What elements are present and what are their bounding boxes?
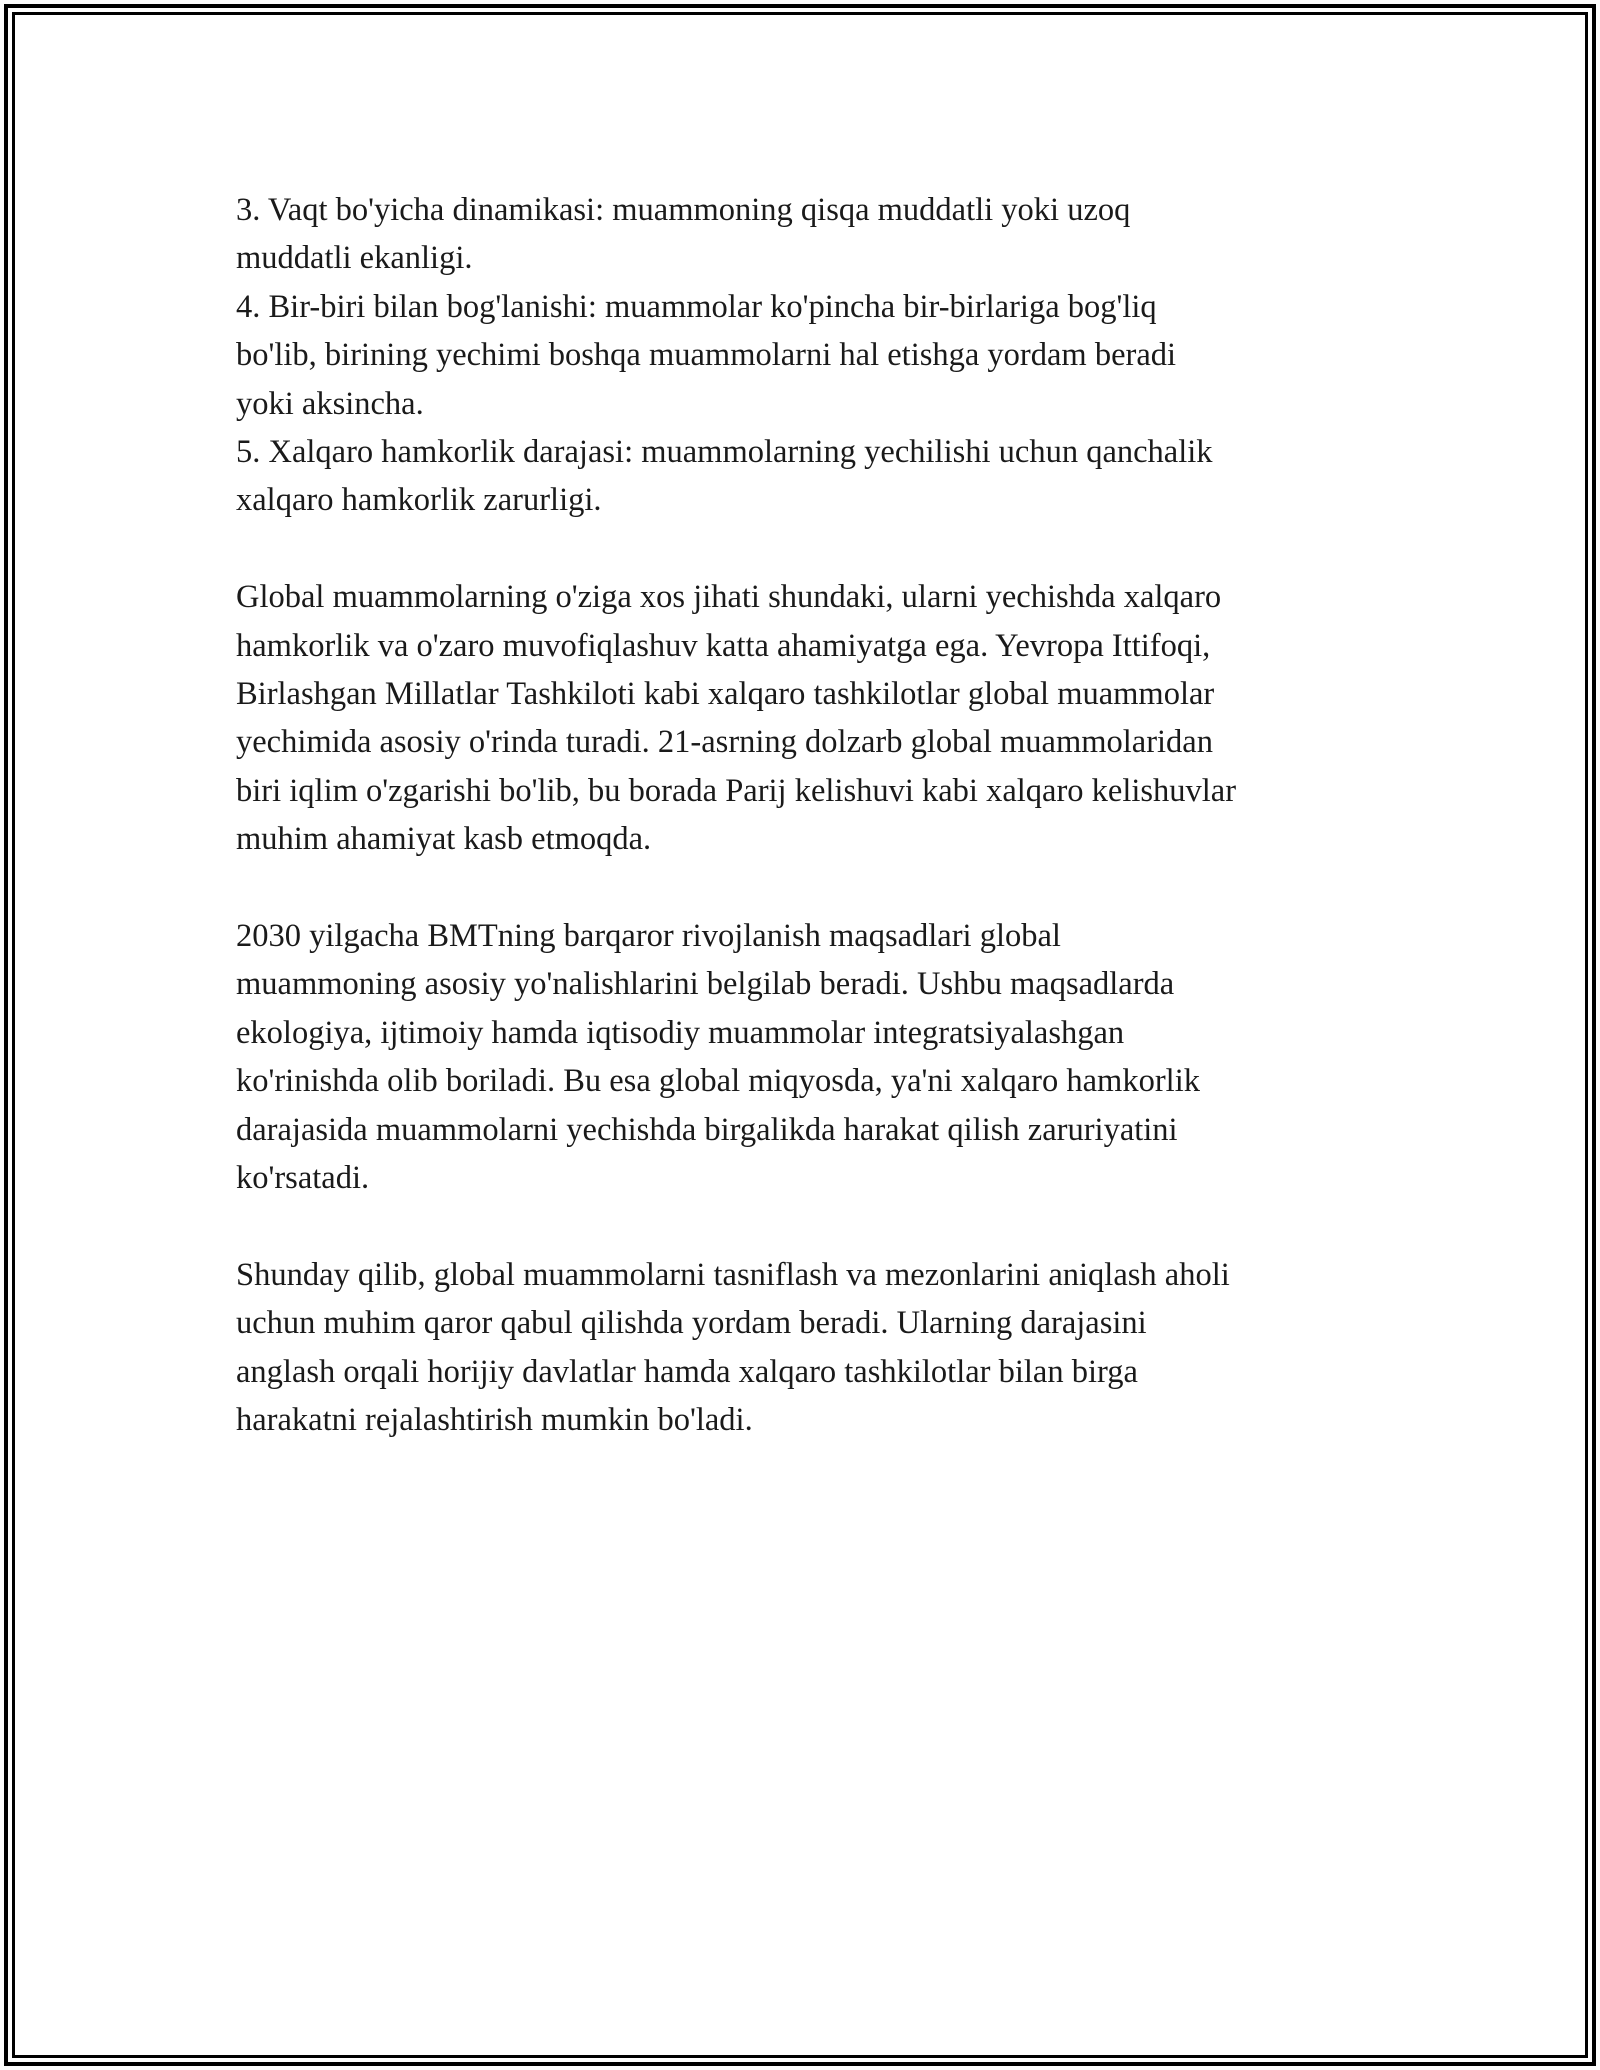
text-line: yoki aksincha. (236, 385, 424, 422)
text-line: 3. Vaqt bo'yicha dinamikasi: muammoning qisqa muddatli yoki uzoq (236, 192, 1131, 228)
text-line: darajasida muammolarni yechishda birgalikda harakat qilish zaruriyatini (236, 1111, 1178, 1148)
text-line: 4. Bir-biri bilan bog'lanishi: muammolar ko'pincha bir-birlariga bog'liq (236, 288, 1157, 325)
text-line: xalqaro hamkorlik zarurligi. (236, 482, 602, 519)
text-line: biri iqlim o'zgarishi bo'lib, bu borada Parij kelishuvi kabi xalqaro kelishuvlar (236, 772, 1237, 809)
text-line: harakatni rejalashtirish mumkin bo'ladi. (236, 1402, 753, 1439)
text-line: muddatli ekanligi. (236, 240, 473, 277)
text-line: Birlashgan Millatlar Tashkiloti kabi xalqaro tashkilotlar global muammolar (236, 676, 1215, 713)
text-line: Shunday qilib, global muammolarni tasniflash va mezonlarini aniqlash aholi (236, 1256, 1230, 1293)
text-line: ekologiya, ijtimoiy hamda iqtisodiy muammolar integratsiyalashgan (236, 1014, 1125, 1051)
text-line: hamkorlik va o'zaro muvofiqlashuv katta ahamiyatga ega. Yevropa Ittifoqi, (236, 627, 1211, 664)
text-line: ko'rsatadi. (236, 1160, 370, 1197)
sustainable-development-paragraph (236, 912, 1386, 1202)
conclusion-paragraph (236, 1251, 1386, 1445)
document-body (236, 186, 1386, 1445)
criteria-list-paragraph (236, 186, 1386, 525)
text-line: 5. Xalqaro hamkorlik darajasi: muammolarning yechilishi uchun qanchalik (236, 434, 1213, 471)
text-line: yechimida asosiy o'rinda turadi. 21-asrning dolzarb global muammolaridan (236, 724, 1213, 761)
text-line: uchun muhim qaror qabul qilishda yordam beradi. Ularning darajasini (236, 1305, 1147, 1342)
text-line: bo'lib, birining yechimi boshqa muammolarni hal etishga yordam beradi (236, 337, 1177, 374)
international-cooperation-paragraph (236, 573, 1386, 863)
text-line: 2030 yilgacha BMTning barqaror rivojlanish maqsadlari global (236, 918, 1061, 955)
text-line: ko'rinishda olib boriladi. Bu esa global miqyosda, ya'ni xalqaro hamkorlik (236, 1063, 1200, 1100)
text-line: muhim ahamiyat kasb etmoqda. (236, 821, 652, 858)
text-line: Global muammolarning o'ziga xos jihati shundaki, ularni yechishda xalqaro (236, 579, 1222, 616)
text-line: muammoning asosiy yo'nalishlarini belgilab beradi. Ushbu maqsadlarda (236, 966, 1175, 1003)
text-line: anglash orqali horijiy davlatlar hamda xalqaro tashkilotlar bilan birga (236, 1353, 1138, 1390)
